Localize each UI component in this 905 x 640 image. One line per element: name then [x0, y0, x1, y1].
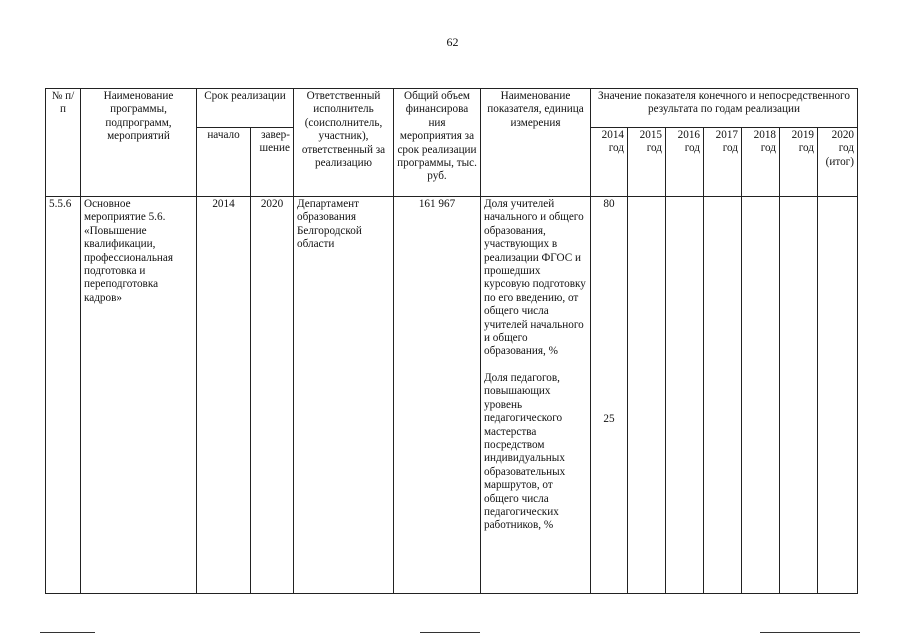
row-indicators — [481, 197, 591, 594]
indicator-2: Доля педагогов, повышающих уровень педагогического мастерства посредством индивидуальных образовательных маршрутов, от общего числа педагогических работников, % — [484, 371, 566, 532]
header-year: 2015 год — [628, 128, 666, 197]
page-number: 62 — [446, 35, 459, 49]
scan-artifact — [420, 632, 480, 633]
header-year: 2016 год — [666, 128, 704, 197]
value-1: 80 — [603, 198, 615, 210]
header-term: Срок реализации — [197, 89, 294, 128]
header-values: Значение показателя конечного и непосредственного результата по годам реализации — [591, 89, 858, 128]
row-start: 2014 — [197, 197, 251, 594]
header-funding: Общий объем финансирова ния мероприятия за срок реализации программы, тыс. руб. — [394, 89, 481, 197]
program-table — [45, 88, 858, 594]
header-year: 2020 год (итог) — [818, 128, 858, 197]
row-end: 2020 — [251, 197, 294, 594]
header-year: 2018 год — [742, 128, 780, 197]
header-year: 2017 год — [704, 128, 742, 197]
header-end: завер-шение — [251, 128, 294, 197]
scan-artifact — [760, 632, 860, 633]
scan-artifact — [40, 632, 95, 633]
row-responsible: Департамент образования Белгородской области — [294, 197, 394, 594]
row-num: 5.5.6 — [46, 197, 81, 594]
header-indicator: Наименование показателя, единица измерения — [481, 89, 591, 197]
row-values-2014 — [591, 197, 628, 594]
header-start: начало — [197, 128, 251, 197]
row-funding: 161 967 — [394, 197, 481, 594]
header-year: 2019 год — [780, 128, 818, 197]
header-year: 2014 год — [591, 128, 628, 197]
header-num: № п/п — [46, 89, 81, 197]
header-responsible: Ответственный исполнитель (соисполнитель, участник), ответственный за реализацию — [294, 89, 394, 197]
header-name: Наименование программы, подпрограмм, мероприятий — [81, 89, 197, 197]
value-2: 25 — [603, 413, 615, 426]
indicator-1: Доля учителей начального и общего образования, участвующих в реализации ФГОС и прошедших курсовую подготовку по его введению, от общего числа учителей начального и общего образования, % — [484, 198, 586, 358]
table-row — [46, 197, 858, 594]
row-name: Основное мероприятие 5.6. «Повышение квалификации, профессиональная подготовка и переподготовка кадров» — [81, 197, 197, 594]
